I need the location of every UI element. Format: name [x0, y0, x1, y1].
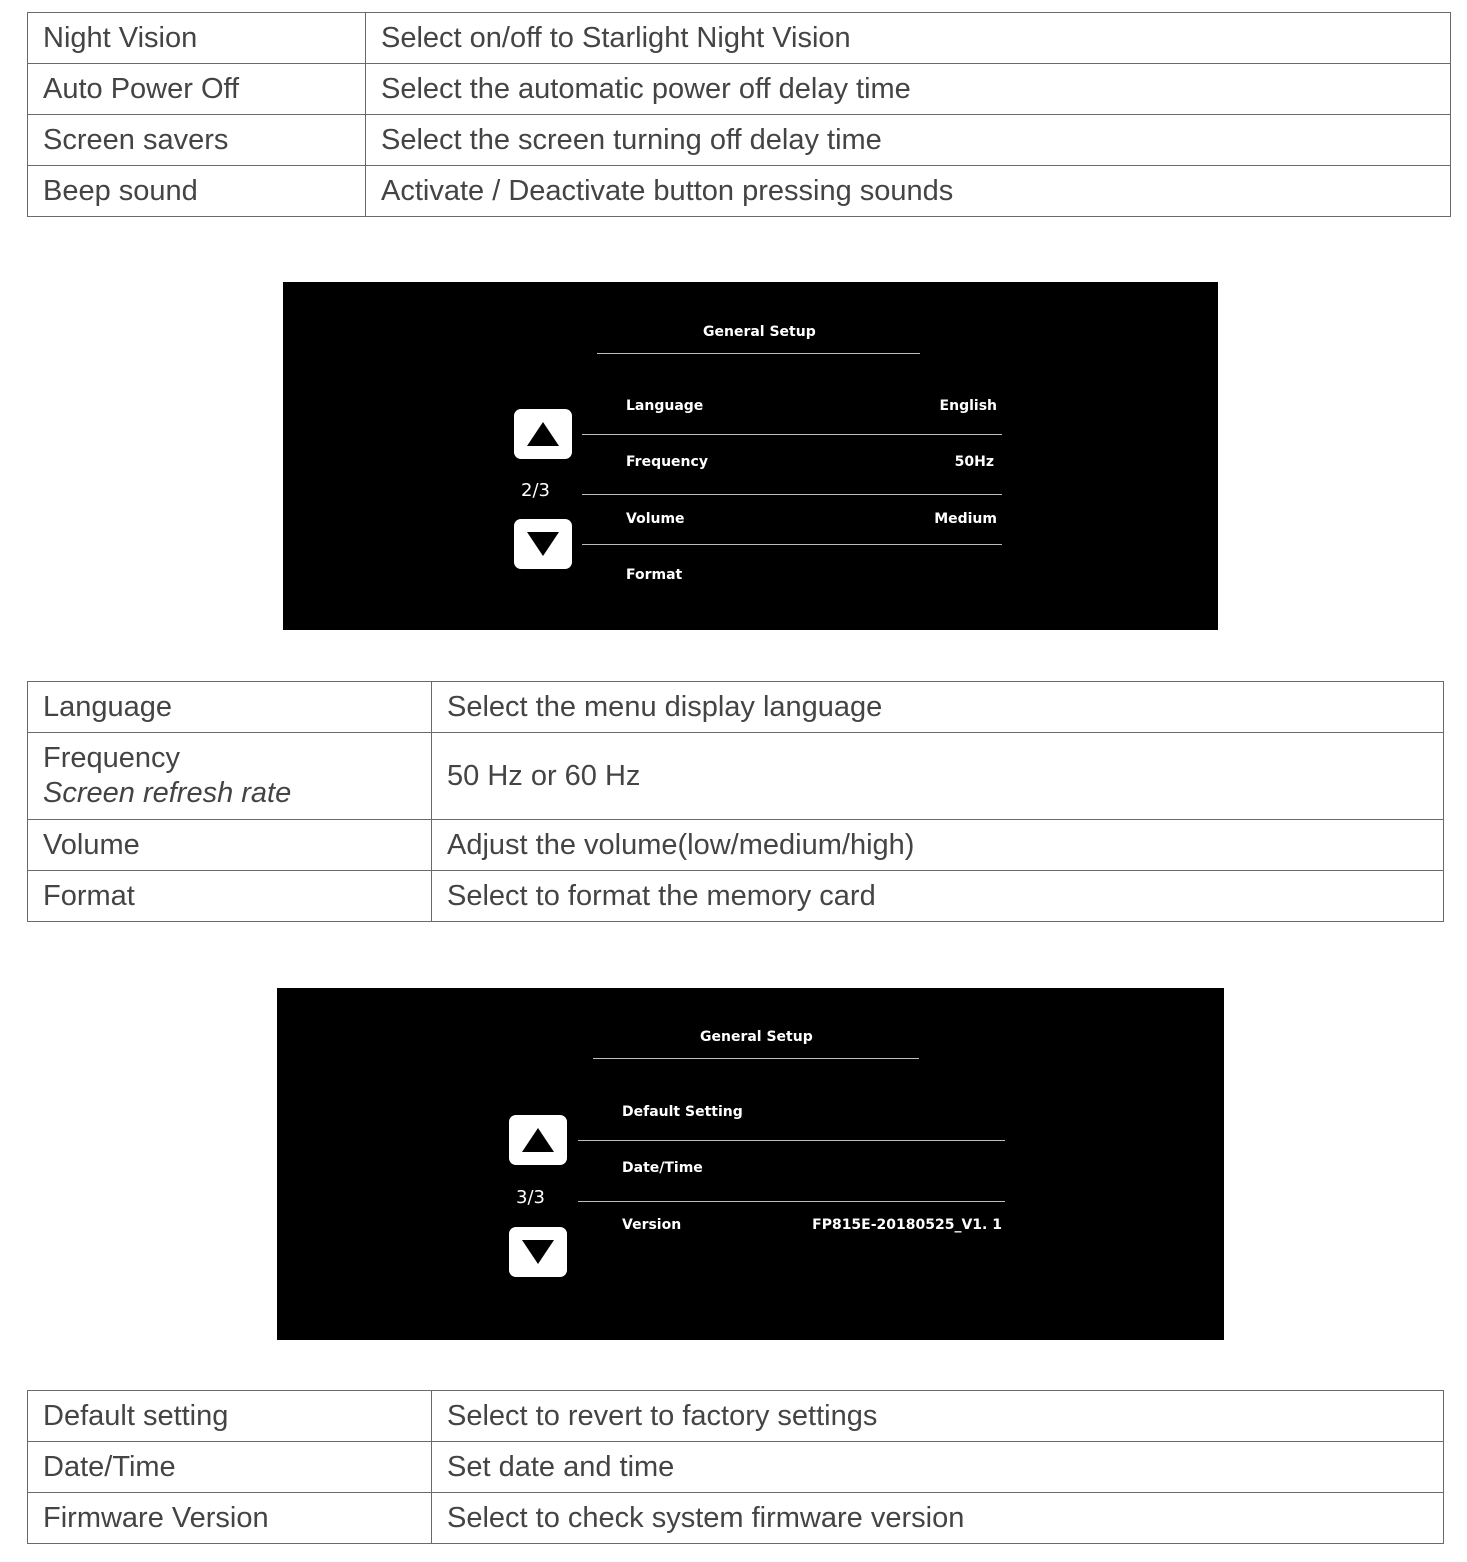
table-row: [28, 871, 1444, 922]
menu-item-format[interactable]: Format: [626, 567, 683, 583]
menu-item-version[interactable]: Version: [622, 1217, 682, 1233]
setting-label: Volume: [28, 820, 432, 871]
menu-item-default-setting[interactable]: Default Setting: [622, 1104, 743, 1120]
settings-table-3: [27, 1390, 1444, 1544]
table-row: [28, 13, 1451, 64]
settings-table-1: [27, 12, 1451, 217]
menu-divider: [582, 494, 1002, 495]
title-divider: [597, 353, 920, 354]
menu-item-volume[interactable]: Volume: [626, 511, 685, 527]
scroll-down-button[interactable]: [509, 1227, 567, 1277]
setting-sublabel: Screen refresh rate: [43, 777, 292, 809]
general-setup-screen-page-3: [277, 988, 1224, 1340]
screen-title: General Setup: [700, 1029, 813, 1045]
menu-item-frequency[interactable]: Frequency: [626, 454, 708, 470]
menu-divider: [578, 1140, 1005, 1141]
menu-divider: [578, 1201, 1005, 1202]
screen-title: General Setup: [703, 324, 816, 340]
triangle-down-icon: [509, 1227, 567, 1277]
setting-description: Select to check system firmware version: [432, 1493, 1444, 1544]
frequency-value: 50Hz: [954, 454, 994, 470]
table-row: [28, 115, 1451, 166]
page-indicator: 2/3: [521, 480, 550, 501]
setting-label: Auto Power Off: [28, 64, 366, 115]
setting-description: Select to revert to factory settings: [432, 1391, 1444, 1442]
table-row: [28, 1391, 1444, 1442]
setting-label: Date/Time: [28, 1442, 432, 1493]
menu-divider: [582, 544, 1002, 545]
setting-label: Screen savers: [28, 115, 366, 166]
version-value: FP815E-20180525_V1. 1: [812, 1217, 1002, 1233]
table-row: [28, 820, 1444, 871]
table-row: [28, 682, 1444, 733]
triangle-down-icon: [514, 519, 572, 569]
setting-description: Select on/off to Starlight Night Vision: [366, 13, 1451, 64]
language-value: English: [939, 398, 997, 414]
setting-label: Format: [28, 871, 432, 922]
scroll-down-button[interactable]: [514, 519, 572, 569]
table-row: [28, 1442, 1444, 1493]
setting-label-cell: [28, 733, 432, 820]
setting-description: Select the automatic power off delay time: [366, 64, 1451, 115]
setting-label: Firmware Version: [28, 1493, 432, 1544]
scroll-up-button[interactable]: [514, 409, 572, 459]
volume-value: Medium: [934, 511, 997, 527]
setting-description: Select the screen turning off delay time: [366, 115, 1451, 166]
setting-label: Beep sound: [28, 166, 366, 217]
triangle-up-icon: [514, 409, 572, 459]
table-row: [28, 733, 1444, 820]
setting-label: Language: [28, 682, 432, 733]
menu-divider: [582, 434, 1002, 435]
setting-label: Default setting: [28, 1391, 432, 1442]
general-setup-screen-page-2: [283, 282, 1218, 630]
setting-description: Set date and time: [432, 1442, 1444, 1493]
table-row: [28, 166, 1451, 217]
settings-table-2: [27, 681, 1444, 922]
menu-item-language[interactable]: Language: [626, 398, 704, 414]
title-divider: [593, 1058, 919, 1059]
setting-description: Select the menu display language: [432, 682, 1444, 733]
triangle-up-icon: [509, 1115, 567, 1165]
setting-description: Select to format the memory card: [432, 871, 1444, 922]
setting-description: 50 Hz or 60 Hz: [432, 733, 1444, 820]
scroll-up-button[interactable]: [509, 1115, 567, 1165]
setting-label: Night Vision: [28, 13, 366, 64]
menu-item-date-time[interactable]: Date/Time: [622, 1160, 703, 1176]
table-row: [28, 1493, 1444, 1544]
setting-label: Frequency: [43, 742, 181, 775]
table-row: [28, 64, 1451, 115]
setting-description: Adjust the volume(low/medium/high): [432, 820, 1444, 871]
page-indicator: 3/3: [516, 1187, 545, 1208]
setting-description: Activate / Deactivate button pressing sounds: [366, 166, 1451, 217]
